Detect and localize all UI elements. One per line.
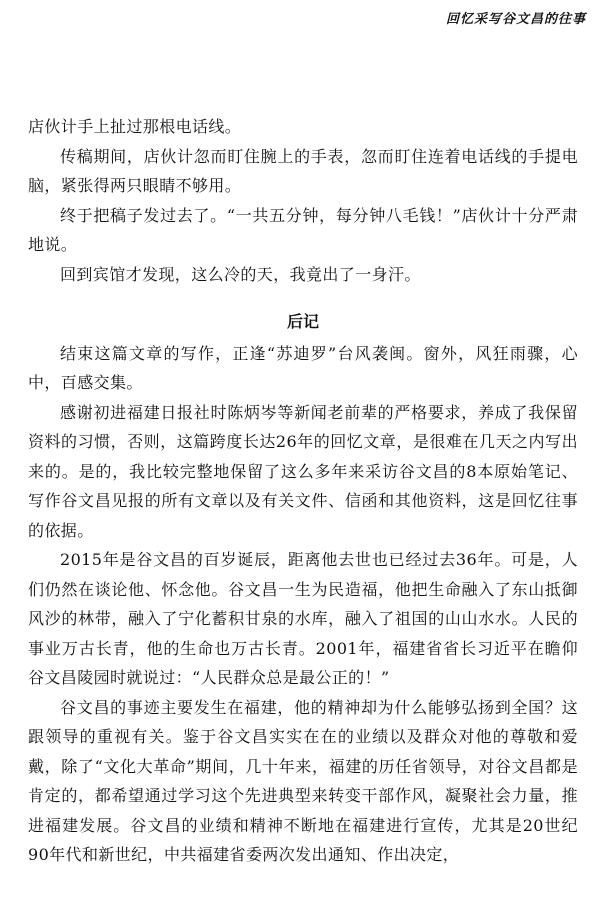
page-body bbox=[28, 112, 578, 870]
paragraph: 传稿期间，店伙计忽而盯住腕上的手表，忽而盯住连着电话线的手提电脑，紧张得两只眼睛不够用。 bbox=[28, 146, 578, 195]
section-title: 后记 bbox=[286, 312, 319, 331]
paragraph: 终于把稿子发过去了。“一共五分钟，每分钟八毛钱！”店伙计十分严肃地说。 bbox=[28, 205, 578, 254]
paragraph: 回到宾馆才发现，这么冷的天，我竟出了一身汗。 bbox=[60, 264, 421, 284]
running-header: 回忆采写谷文昌的往事 bbox=[445, 12, 586, 27]
paragraph: 感谢初进福建日报社时陈炳岑等新闻老前辈的严格要求，养成了我保留资料的习惯，否则，这篇跨度长达26年的回忆文章，是很难在几天之内写出来的。是的，我比较完整地保留了这么多年来采访谷文昌的8本原始笔记、写作谷文昌见报的所有文章以及有关文件、信函和其他资料，这是回忆往事的依据。 bbox=[28, 402, 578, 540]
paragraph-continued: 店伙计手上扯过那根电话线。 bbox=[28, 117, 242, 136]
paragraph: 2015年是谷文昌的百岁诞辰，距离他去世也已经过去36年。可是，人们仍然在谈论他、怀念他。谷文昌一生为民造福，他把生命融入了东山抵御风沙的林带，融入了宁化蓄积甘泉的水库，融入了祖国的山山水水。人民的事业万古长青，他的生命也万古长青。2001年，福建省省长习近平在瞻仰谷文昌陵园时就说过：“人民群众总是最公正的！” bbox=[28, 550, 578, 687]
paragraph: 结束这篇文章的写作，正逢“苏迪罗”台风袭闽。窗外，风狂雨骤，心中，百感交集。 bbox=[28, 343, 578, 392]
paragraph: 谷文昌的事迹主要发生在福建，他的精神却为什么能够弘扬到全国？这跟领导的重视有关。鉴于谷文昌实实在在的业绩以及群众对他的尊敬和爱戴，除了“文化大革命”期间，几十年来，福建的历任省领导，对谷文昌都是肯定的，都希望通过学习这个先进典型来转变干部作风，凝聚社会力量，推进福建发展。谷文昌的业绩和精神不断地在福建进行宣传，尤其是20世纪90年代和新世纪，中共福建省委两次发出通知、作出决定， bbox=[28, 697, 578, 864]
